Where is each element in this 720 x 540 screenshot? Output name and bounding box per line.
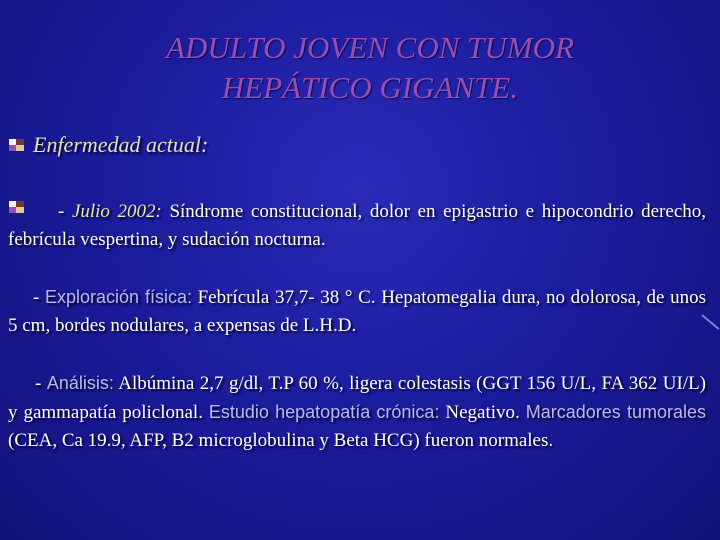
bullet-icon <box>9 139 24 151</box>
text-exploracion: Febrícula 37,7- 38 ° C. Hepatomegalia dura, no dolorosa, de unos 5 cm, bordes nodulares, a expensas de L.H.D. <box>8 287 706 336</box>
paragraph-julio: - Julio 2002: Síndrome constitucional, dolor en epigastrio e hipocondrio derecho, febrícula vespertina, y sudación nocturna. <box>8 201 706 250</box>
label-hepatopatia: Estudio hepatopatía crónica: <box>208 402 440 422</box>
section-heading: Enfermedad actual: <box>33 132 209 157</box>
text-analisis-2: Negativo. <box>439 402 526 423</box>
label-marcadores: Marcadores tumorales <box>525 402 706 422</box>
title-line-1: ADULTO JOVEN CON TUMOR <box>166 30 574 65</box>
label-exploracion: Exploración física: <box>44 287 192 307</box>
text-julio: Síndrome constitucional, dolor en epigastrio e hipocondrio derecho, febrícula vespertina, y sudación nocturna. <box>8 201 706 250</box>
label-analisis: Análisis: <box>46 373 114 393</box>
paragraph-analisis: - Análisis: Albúmina 2,7 g/dl, T.P 60 %, ligera colestasis (GGT 156 U/L, FA 362 UI/L) y gammapatía policlonal. Estudio hepatopatía crónica: Negativo. Marcadores tumorales (CEA, Ca 19.9, AFP, B2 microglobulina y Beta HCG) fueron normales. <box>8 373 707 451</box>
text-analisis-1: Albúmina 2,7 g/dl, T.P 60 %, ligera colestasis (GGT 156 U/L, FA 362 UI/L) y gammapatía policlonal. <box>8 373 707 423</box>
label-julio: Julio 2002: <box>71 201 162 222</box>
paragraph-exploracion: - Exploración física: Febrícula 37,7- 38 ° C. Hepatomegalia dura, no dolorosa, de unos 5 cm, bordes nodulares, a expensas de L.H.D. <box>8 287 706 336</box>
slide-title <box>0 28 720 108</box>
title-line-2: HEPÁTICO GIGANTE. <box>221 70 519 105</box>
text-analisis-3: (CEA, Ca 19.9, AFP, B2 microglobulina y Beta HCG) fueron normales. <box>8 430 554 451</box>
